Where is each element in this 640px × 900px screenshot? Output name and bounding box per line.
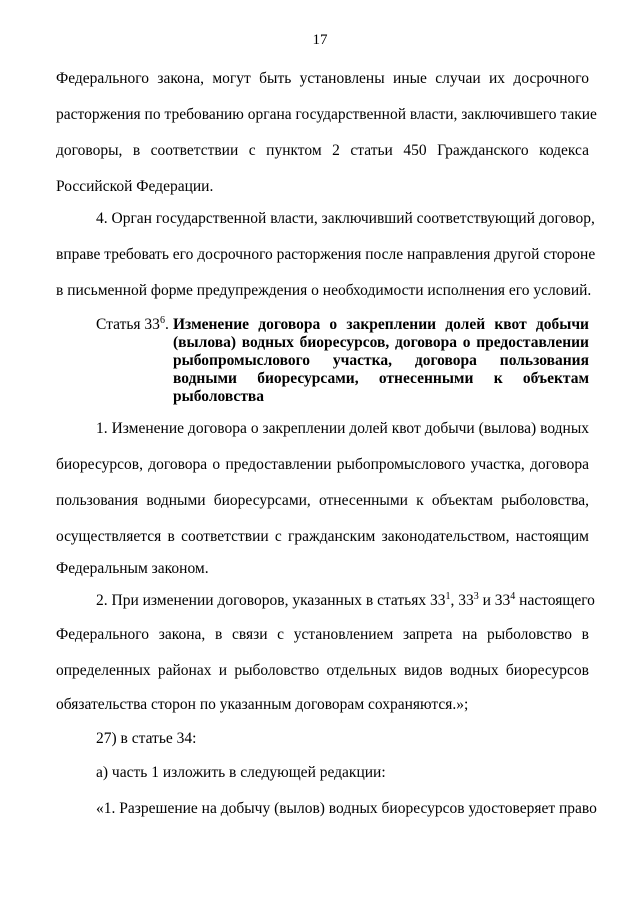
- article-title-line: Изменение договора о закреплении долей квот добычи: [173, 316, 589, 333]
- paragraph-line: Российской Федерации.: [56, 178, 214, 195]
- paragraph-line: биоресурсов, договора о предоставлении рыбопромыслового участка, договора: [56, 456, 589, 473]
- paragraph-line: в письменной форме предупреждения о необходимости исполнения его условий.: [56, 282, 592, 299]
- article-title-line: водными биоресурсами, отнесенными к объектам: [173, 370, 589, 387]
- paragraph-line: вправе требовать его досрочного расторжения после направления другой стороне: [56, 246, 596, 263]
- page-number: 17: [312, 32, 328, 48]
- paragraph-line: обязательства сторон по указанным договорам сохраняются.»;: [56, 696, 469, 713]
- paragraph-line: Федерального закона, в связи с установлением запрета на рыболовство в: [56, 626, 589, 643]
- paragraph-line: «1. Разрешение на добычу (вылов) водных биоресурсов удостоверяет право: [96, 800, 597, 817]
- paragraph-line: договоры, в соответствии с пунктом 2 статьи 450 Гражданского кодекса: [56, 142, 589, 159]
- paragraph-line: 2. При изменении договоров, указанных в статьях $33^1$, $33^3$ и $33^4$ настоящего: [96, 591, 595, 609]
- paragraph-line: 1. Изменение договора о закреплении долей квот добычи (вылова) водных: [96, 420, 589, 437]
- paragraph-line: 4. Орган государственной власти, заключивший соответствующий договор,: [96, 210, 595, 227]
- article-title-line: рыбопромыслового участка, договора пользования: [173, 352, 589, 369]
- article-prefix: Статья $33^6$.: [96, 315, 169, 333]
- article-title-line: рыболовства: [173, 388, 265, 405]
- paragraph-line: определенных районах и рыболовство отдельных видов водных биоресурсов: [56, 662, 589, 679]
- paragraph-line: Федерального закона, могут быть установлены иные случаи их досрочного: [56, 70, 589, 87]
- paragraph-line: расторжения по требованию органа государственной власти, заключившего такие: [56, 106, 597, 123]
- paragraph-line: осуществляется в соответствии с гражданским законодательством, настоящим: [56, 528, 589, 545]
- list-item: а) часть 1 изложить в следующей редакции:: [96, 764, 386, 781]
- paragraph-line: пользования водными биоресурсами, отнесенными к объектам рыболовства,: [56, 492, 589, 509]
- list-item: 27) в статье 34:: [96, 730, 197, 747]
- article-title-line: (вылова) водных биоресурсов, договора о предоставлении: [173, 334, 589, 351]
- paragraph-line: Федеральным законом.: [56, 560, 209, 577]
